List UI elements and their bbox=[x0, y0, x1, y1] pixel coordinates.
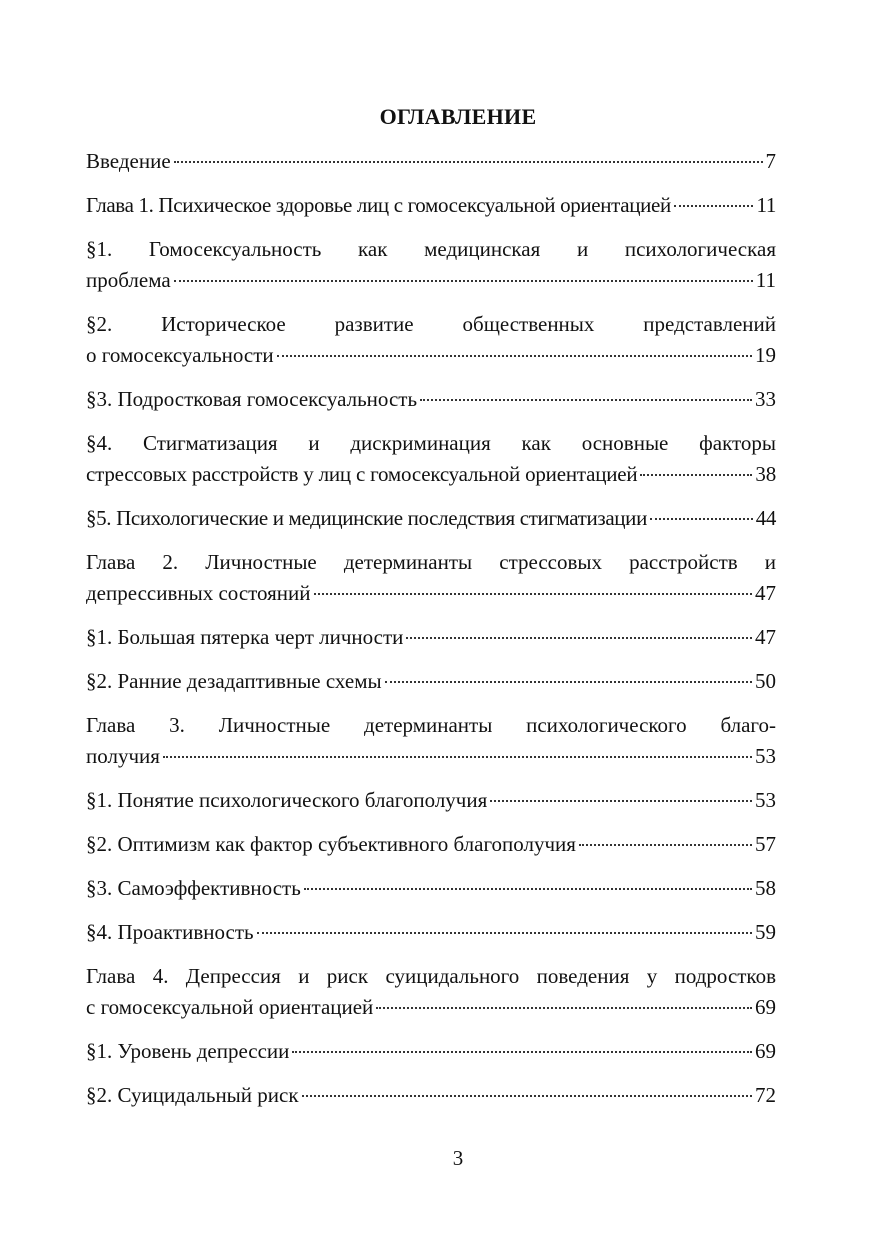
toc-entry-text: §5. Психологические и медицинские последствия стигматизации bbox=[86, 506, 647, 530]
toc-page-number: 47 bbox=[755, 625, 776, 649]
toc-entry-text-line1: Глава 4. Депрессия и риск суицидального поведения у подростков bbox=[86, 964, 776, 988]
toc-page-number: 69 bbox=[755, 995, 776, 1019]
toc-page-number: 19 bbox=[755, 343, 776, 367]
toc-entry[interactable] bbox=[86, 547, 776, 609]
toc-page-number: 53 bbox=[755, 788, 776, 812]
page-number: 3 bbox=[452, 1146, 464, 1170]
toc-entry-text: §1. Понятие психологического благополучия bbox=[86, 788, 488, 812]
dot-leader bbox=[650, 517, 753, 520]
toc-entry[interactable] bbox=[86, 1080, 776, 1111]
toc-entry[interactable] bbox=[86, 622, 776, 653]
toc-entry[interactable] bbox=[86, 146, 776, 177]
toc-entry[interactable] bbox=[86, 961, 776, 1023]
toc-entry[interactable] bbox=[86, 234, 776, 296]
toc-entry-text-line1: Глава 3. Личностные детерминанты психологического благо- bbox=[86, 713, 776, 737]
dot-leader bbox=[163, 755, 752, 758]
toc-entry[interactable] bbox=[86, 829, 776, 860]
dot-leader bbox=[640, 473, 752, 476]
toc-entry-text-line1: Глава 2. Личностные детерминанты стрессовых расстройств и bbox=[86, 550, 776, 574]
dot-leader bbox=[257, 931, 752, 934]
toc-entry-text: §3. Подростковая гомосексуальность bbox=[86, 387, 418, 411]
toc-page-number: 50 bbox=[755, 669, 776, 693]
toc-entry-text-line1: §4. Стигматизация и дискриминация как основные факторы bbox=[86, 431, 776, 455]
toc-page-number: 11 bbox=[755, 268, 776, 292]
toc-entry-text: §2. Оптимизм как фактор субъективного благополучия bbox=[86, 832, 576, 856]
toc-entry[interactable] bbox=[86, 785, 776, 816]
toc-page-number: 7 bbox=[765, 149, 776, 173]
dot-leader bbox=[490, 799, 752, 802]
toc-page-number: 33 bbox=[755, 387, 776, 411]
toc-entry-text: §2. Ранние дезадаптивные схемы bbox=[86, 669, 382, 693]
toc-page-number: 59 bbox=[755, 920, 776, 944]
dot-leader bbox=[579, 843, 752, 846]
toc-entry-text-line1: §2. Историческое развитие общественных представлений bbox=[86, 312, 776, 336]
toc-page-number: 57 bbox=[755, 832, 776, 856]
dot-leader bbox=[406, 636, 752, 639]
dot-leader bbox=[376, 1006, 752, 1009]
toc-entry-text: Введение bbox=[86, 149, 171, 173]
page-title: ОГЛАВЛЕНИЕ bbox=[379, 104, 537, 129]
toc-entry[interactable] bbox=[86, 917, 776, 948]
toc-entry-text: проблема bbox=[86, 268, 171, 292]
toc-entry[interactable] bbox=[86, 428, 776, 490]
toc-page-number: 69 bbox=[755, 1039, 776, 1063]
dot-leader bbox=[302, 1094, 752, 1097]
toc-page-number: 11 bbox=[756, 193, 776, 217]
table-of-contents bbox=[86, 146, 776, 1124]
toc-entry-text: §1. Уровень депрессии bbox=[86, 1039, 290, 1063]
dot-leader bbox=[385, 680, 752, 683]
toc-entry[interactable] bbox=[86, 1036, 776, 1067]
toc-entry-text: §4. Проактивность bbox=[86, 920, 254, 944]
dot-leader bbox=[304, 887, 752, 890]
toc-entry[interactable] bbox=[86, 309, 776, 371]
toc-entry[interactable] bbox=[86, 503, 776, 534]
toc-page-number: 47 bbox=[755, 581, 776, 605]
toc-entry-text: депрессивных состояний bbox=[86, 581, 311, 605]
toc-entry-text: получия bbox=[86, 744, 160, 768]
toc-entry-text: §1. Большая пятерка черт личности bbox=[86, 625, 404, 649]
toc-entry-text: §2. Суицидальный риск bbox=[86, 1083, 299, 1107]
dot-leader bbox=[277, 354, 752, 357]
toc-entry-text-line1: §1. Гомосексуальность как медицинская и психологическая bbox=[86, 237, 776, 261]
toc-entry-text: стрессовых расстройств у лиц с гомосексуальной ориентацией bbox=[86, 462, 638, 486]
toc-entry-text: с гомосексуальной ориентацией bbox=[86, 995, 374, 1019]
toc-page-number: 72 bbox=[755, 1083, 776, 1107]
toc-entry[interactable] bbox=[86, 666, 776, 697]
toc-page-number: 44 bbox=[755, 506, 776, 530]
toc-entry[interactable] bbox=[86, 710, 776, 772]
dot-leader bbox=[314, 592, 752, 595]
toc-page-number: 53 bbox=[755, 744, 776, 768]
toc-entry[interactable] bbox=[86, 384, 776, 415]
dot-leader bbox=[174, 160, 763, 163]
toc-entry-text: §3. Самоэффективность bbox=[86, 876, 301, 900]
toc-entry-text: Глава 1. Психическое здоровье лиц с гомосексуальной ориентацией bbox=[86, 193, 671, 217]
toc-entry-text: о гомосексуальности bbox=[86, 343, 274, 367]
toc-entry[interactable] bbox=[86, 190, 776, 221]
toc-entry[interactable] bbox=[86, 873, 776, 904]
toc-page-number: 38 bbox=[755, 462, 776, 486]
toc-page-number: 58 bbox=[755, 876, 776, 900]
dot-leader bbox=[174, 279, 753, 282]
dot-leader bbox=[420, 398, 752, 401]
dot-leader bbox=[674, 204, 754, 207]
dot-leader bbox=[292, 1050, 752, 1053]
